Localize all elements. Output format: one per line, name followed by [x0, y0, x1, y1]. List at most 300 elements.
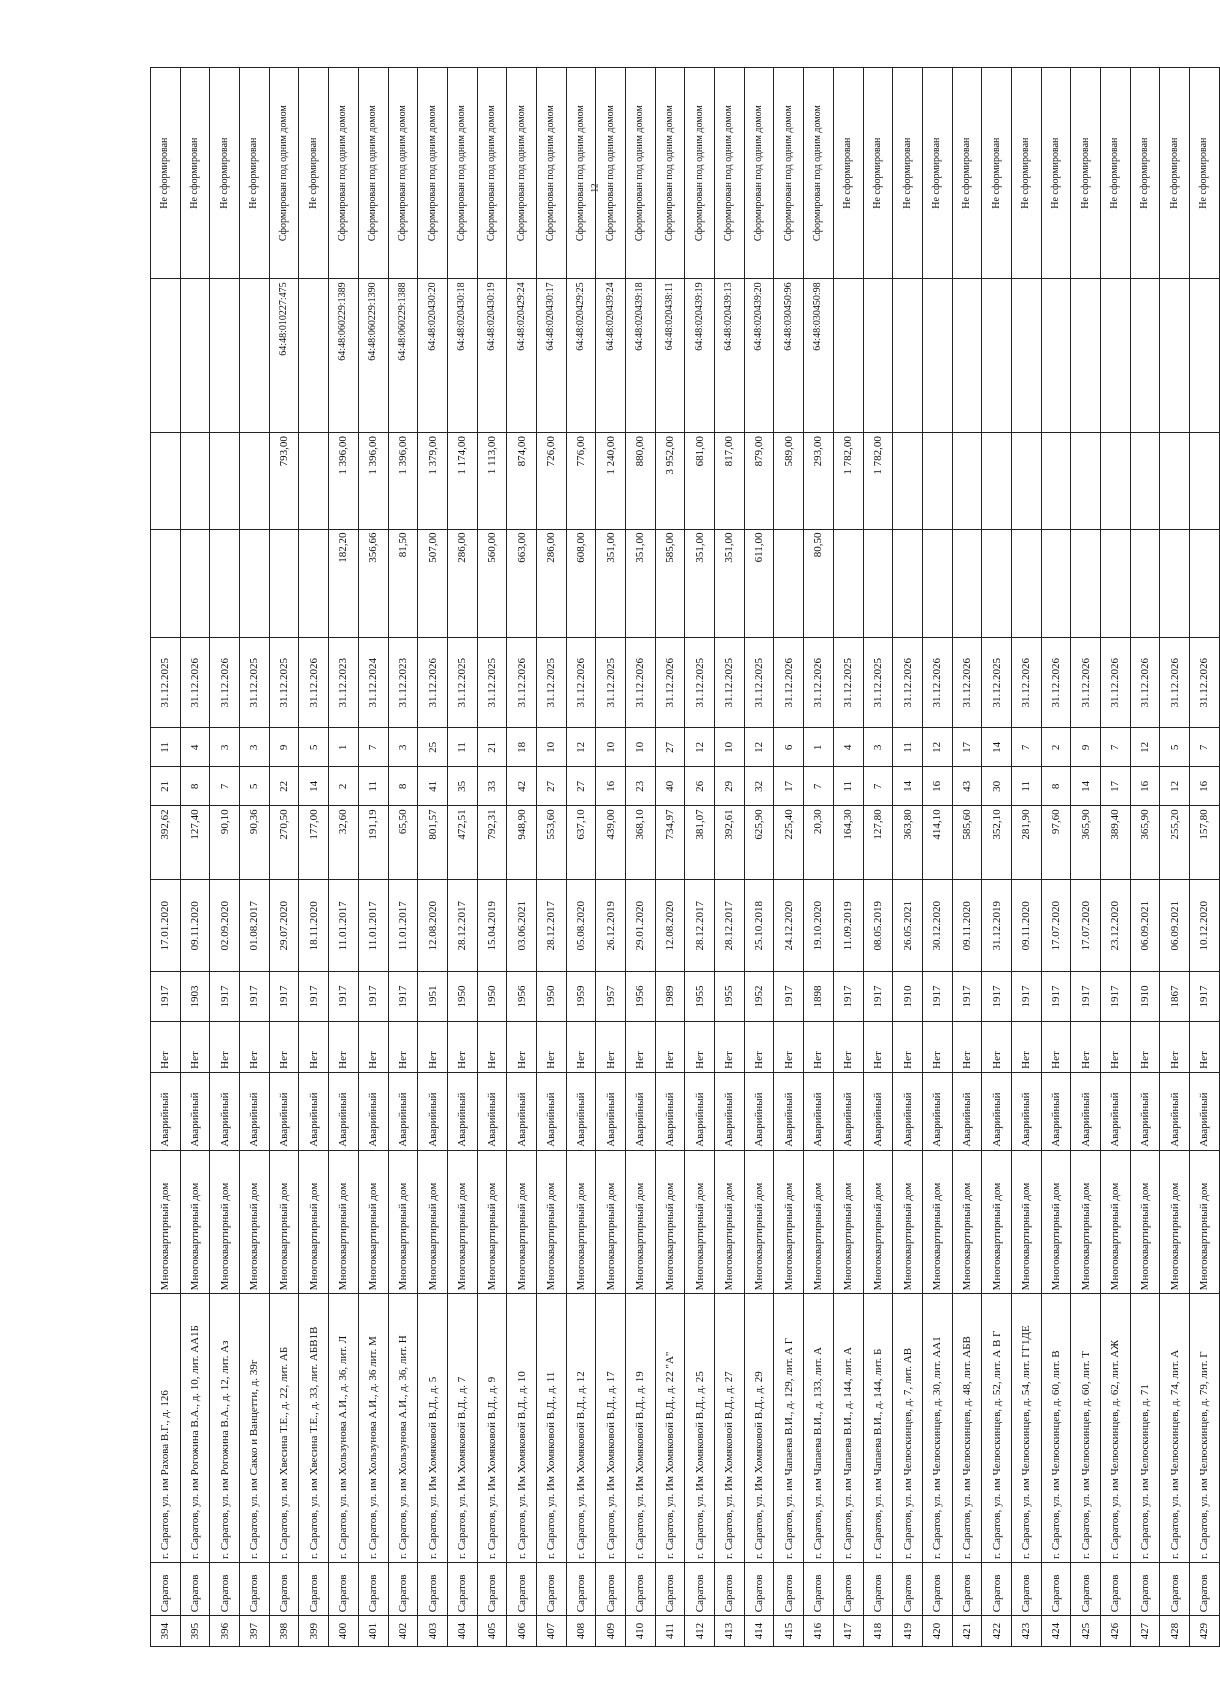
area-cell: 80,50: [804, 529, 834, 638]
build-year-cell: 1867: [1160, 972, 1190, 1021]
house-type-cell: Многоквартирный дом: [1130, 1150, 1160, 1294]
row-number: 404: [447, 1616, 477, 1647]
build-year-cell: 1917: [388, 972, 418, 1021]
house-type-cell: Многоквартирный дом: [863, 1150, 893, 1294]
land-area-cell: [151, 433, 181, 529]
area-cell: 611,00: [744, 529, 774, 638]
row-number: 416: [804, 1616, 834, 1647]
cultural-heritage-cell: Нет: [151, 1021, 181, 1072]
cultural-heritage-cell: Нет: [863, 1021, 893, 1072]
address-cell: г. Саратов, ул. им Челюскинцев, д. 60, лит. В: [1041, 1294, 1071, 1563]
build-year-cell: 1917: [329, 972, 359, 1021]
area-cell: 560,00: [477, 529, 507, 638]
total-area-cell: 365,90: [1071, 806, 1101, 880]
apartments-cell: 7: [1011, 728, 1041, 767]
deadline-cell: 31.12.2026: [1130, 638, 1160, 728]
cadastral-number-cell: [833, 279, 863, 433]
deadline-cell: 31.12.2026: [210, 638, 240, 728]
deadline-cell: 31.12.2026: [1041, 638, 1071, 728]
build-year-cell: 1917: [1011, 972, 1041, 1021]
city-cell: Саратов: [626, 1562, 656, 1615]
apartments-cell: 3: [210, 728, 240, 767]
deadline-cell: 31.12.2026: [1160, 638, 1190, 728]
table-row: [536, 68, 566, 1647]
table-row: [1011, 68, 1041, 1647]
cadastral-number-cell: [982, 279, 1012, 433]
land-status-cell: Сформирован под одним домом: [804, 68, 834, 279]
land-status-cell: Не сформирован: [1071, 68, 1101, 279]
address-cell: г. Саратов, ул. им Хвесина Т.Е., д. 22, лит. АБ: [269, 1294, 299, 1563]
city-cell: Саратов: [1190, 1562, 1220, 1615]
apartments-cell: 10: [715, 728, 745, 767]
cultural-heritage-cell: Нет: [180, 1021, 210, 1072]
build-year-cell: 1917: [1190, 972, 1220, 1021]
table-row: [893, 68, 923, 1647]
residents-cell: 17: [774, 767, 804, 806]
cadastral-number-cell: [1130, 279, 1160, 433]
house-type-cell: Многоквартирный дом: [566, 1150, 596, 1294]
city-cell: Саратов: [655, 1562, 685, 1615]
cadastral-number-cell: [1190, 279, 1220, 433]
build-year-cell: 1955: [715, 972, 745, 1021]
city-cell: Саратов: [863, 1562, 893, 1615]
house-type-cell: Многоквартирный дом: [744, 1150, 774, 1294]
recognition-date-cell: 09.11.2020: [180, 880, 210, 972]
deadline-cell: 31.12.2026: [893, 638, 923, 728]
deadline-cell: 31.12.2026: [774, 638, 804, 728]
total-area-cell: 177,00: [299, 806, 329, 880]
city-cell: Саратов: [952, 1562, 982, 1615]
cultural-heritage-cell: Нет: [744, 1021, 774, 1072]
cadastral-number-cell: 64:48:010227:475: [269, 279, 299, 433]
cultural-heritage-cell: Нет: [1071, 1021, 1101, 1072]
residents-cell: 21: [151, 767, 181, 806]
land-status-cell: Не сформирован: [151, 68, 181, 279]
recognition-date-cell: 26.05.2021: [893, 880, 923, 972]
cadastral-number-cell: 64:48:020430:18: [447, 279, 477, 433]
area-cell: 507,00: [418, 529, 448, 638]
land-status-cell: Сформирован под одним домом: [418, 68, 448, 279]
deadline-cell: 31.12.2023: [388, 638, 418, 728]
residents-cell: 11: [358, 767, 388, 806]
condition-cell: Аварийный: [329, 1072, 359, 1150]
area-cell: [1101, 529, 1131, 638]
address-cell: г. Саратов, ул. Им Хомяковой В.Д., д. 25: [685, 1294, 715, 1563]
cultural-heritage-cell: Нет: [1101, 1021, 1131, 1072]
cultural-heritage-cell: Нет: [299, 1021, 329, 1072]
condition-cell: Аварийный: [536, 1072, 566, 1150]
row-number: 396: [210, 1616, 240, 1647]
build-year-cell: 1955: [685, 972, 715, 1021]
condition-cell: Аварийный: [566, 1072, 596, 1150]
address-cell: г. Саратов, ул. Им Хомяковой В.Д., д. 22 "А": [655, 1294, 685, 1563]
recognition-date-cell: 08.05.2019: [863, 880, 893, 972]
row-number: 422: [982, 1616, 1012, 1647]
total-area-cell: 368,10: [626, 806, 656, 880]
address-cell: г. Саратов, ул. им Хользунова А.И., д. 36, лит. Н: [388, 1294, 418, 1563]
table-row: [388, 68, 418, 1647]
condition-cell: Аварийный: [388, 1072, 418, 1150]
land-status-cell: Не сформирован: [210, 68, 240, 279]
cadastral-number-cell: [151, 279, 181, 433]
apartments-cell: 27: [655, 728, 685, 767]
table-row: [1041, 68, 1071, 1647]
residents-cell: 16: [1130, 767, 1160, 806]
city-cell: Саратов: [982, 1562, 1012, 1615]
house-type-cell: Многоквартирный дом: [151, 1150, 181, 1294]
house-type-cell: Многоквартирный дом: [1190, 1150, 1220, 1294]
apartments-cell: 21: [477, 728, 507, 767]
land-area-cell: [1071, 433, 1101, 529]
table-row: [210, 68, 240, 1647]
house-type-cell: Многоквартирный дом: [655, 1150, 685, 1294]
address-cell: г. Саратов, ул. им Чапаева В.И., д. 129, лит. А Г: [774, 1294, 804, 1563]
residents-cell: 32: [744, 767, 774, 806]
city-cell: Саратов: [566, 1562, 596, 1615]
city-cell: Саратов: [447, 1562, 477, 1615]
build-year-cell: 1910: [1130, 972, 1160, 1021]
area-cell: [1190, 529, 1220, 638]
apartments-cell: 4: [833, 728, 863, 767]
city-cell: Саратов: [299, 1562, 329, 1615]
land-status-cell: Сформирован под одним домом: [566, 68, 596, 279]
house-type-cell: Многоквартирный дом: [240, 1150, 270, 1294]
apartments-cell: 3: [240, 728, 270, 767]
table-row: [180, 68, 210, 1647]
apartments-cell: 10: [536, 728, 566, 767]
cultural-heritage-cell: Нет: [715, 1021, 745, 1072]
house-type-cell: Многоквартирный дом: [269, 1150, 299, 1294]
row-number: 415: [774, 1616, 804, 1647]
condition-cell: Аварийный: [418, 1072, 448, 1150]
table-row: [566, 68, 596, 1647]
cultural-heritage-cell: Нет: [1041, 1021, 1071, 1072]
address-cell: г. Саратов, ул. им Чапаева В.И., д. 144, лит. Б: [863, 1294, 893, 1563]
deadline-cell: 31.12.2026: [1101, 638, 1131, 728]
land-status-cell: Не сформирован: [893, 68, 923, 279]
land-status-cell: Не сформирован: [180, 68, 210, 279]
condition-cell: Аварийный: [982, 1072, 1012, 1150]
cultural-heritage-cell: Нет: [447, 1021, 477, 1072]
condition-cell: Аварийный: [715, 1072, 745, 1150]
address-cell: г. Саратов, ул. им Челюскинцев, д. 48, лит. АБВ: [952, 1294, 982, 1563]
table-row: [1160, 68, 1190, 1647]
area-cell: [982, 529, 1012, 638]
address-cell: г. Саратов, ул. им Челюскинцев, д. 79, лит. Г: [1190, 1294, 1220, 1563]
build-year-cell: 1956: [626, 972, 656, 1021]
cultural-heritage-cell: Нет: [1160, 1021, 1190, 1072]
residents-cell: 17: [1101, 767, 1131, 806]
recognition-date-cell: 09.11.2020: [1011, 880, 1041, 972]
house-type-cell: Многоквартирный дом: [299, 1150, 329, 1294]
recognition-date-cell: 17.07.2020: [1071, 880, 1101, 972]
land-area-cell: 1 379,00: [418, 433, 448, 529]
city-cell: Саратов: [269, 1562, 299, 1615]
deadline-cell: 31.12.2026: [922, 638, 952, 728]
area-cell: 351,00: [626, 529, 656, 638]
deadline-cell: 31.12.2025: [447, 638, 477, 728]
city-cell: Саратов: [1011, 1562, 1041, 1615]
total-area-cell: 20,30: [804, 806, 834, 880]
build-year-cell: 1917: [210, 972, 240, 1021]
build-year-cell: 1952: [744, 972, 774, 1021]
total-area-cell: 792,31: [477, 806, 507, 880]
total-area-cell: 414,10: [922, 806, 952, 880]
cadastral-number-cell: 64:48:060229:1390: [358, 279, 388, 433]
city-cell: Саратов: [774, 1562, 804, 1615]
condition-cell: Аварийный: [151, 1072, 181, 1150]
recognition-date-cell: 11.01.2017: [388, 880, 418, 972]
house-type-cell: Многоквартирный дом: [1101, 1150, 1131, 1294]
table-row: [240, 68, 270, 1647]
deadline-cell: 31.12.2025: [477, 638, 507, 728]
residents-cell: 30: [982, 767, 1012, 806]
table-row: [626, 68, 656, 1647]
house-type-cell: Многоквартирный дом: [982, 1150, 1012, 1294]
address-cell: г. Саратов, ул. им Челюскинцев, д. 74, лит. А: [1160, 1294, 1190, 1563]
land-area-cell: 879,00: [744, 433, 774, 529]
cultural-heritage-cell: Нет: [833, 1021, 863, 1072]
row-number: 410: [626, 1616, 656, 1647]
residents-cell: 14: [1071, 767, 1101, 806]
area-cell: [299, 529, 329, 638]
build-year-cell: 1917: [358, 972, 388, 1021]
house-type-cell: Многоквартирный дом: [180, 1150, 210, 1294]
land-area-cell: [1130, 433, 1160, 529]
address-cell: г. Саратов, ул. Им Хомяковой В.Д., д. 27: [715, 1294, 745, 1563]
deadline-cell: 31.12.2026: [655, 638, 685, 728]
city-cell: Саратов: [804, 1562, 834, 1615]
residents-cell: 8: [180, 767, 210, 806]
row-number: 402: [388, 1616, 418, 1647]
build-year-cell: 1956: [507, 972, 537, 1021]
recognition-date-cell: 26.12.2019: [596, 880, 626, 972]
deadline-cell: 31.12.2026: [299, 638, 329, 728]
land-status-cell: Сформирован под одним домом: [685, 68, 715, 279]
address-cell: г. Саратов, ул. им Челюскинцев, д. 30, лит. АА1: [922, 1294, 952, 1563]
land-area-cell: [922, 433, 952, 529]
total-area-cell: 127,40: [180, 806, 210, 880]
deadline-cell: 31.12.2026: [418, 638, 448, 728]
house-type-cell: Многоквартирный дом: [596, 1150, 626, 1294]
land-status-cell: Сформирован под одним домом: [507, 68, 537, 279]
recognition-date-cell: 29.07.2020: [269, 880, 299, 972]
recognition-date-cell: 11.01.2017: [329, 880, 359, 972]
cadastral-number-cell: 64:48:060229:1388: [388, 279, 418, 433]
apartments-cell: 4: [180, 728, 210, 767]
land-status-cell: Не сформирован: [1101, 68, 1131, 279]
residents-cell: 26: [685, 767, 715, 806]
land-status-cell: Сформирован под одним домом: [329, 68, 359, 279]
recognition-date-cell: 06.09.2021: [1160, 880, 1190, 972]
cadastral-number-cell: [922, 279, 952, 433]
city-cell: Саратов: [418, 1562, 448, 1615]
land-status-cell: Не сформирован: [863, 68, 893, 279]
apartments-cell: 10: [596, 728, 626, 767]
cadastral-number-cell: [1011, 279, 1041, 433]
deadline-cell: 31.12.2026: [804, 638, 834, 728]
land-area-cell: 880,00: [626, 433, 656, 529]
land-status-cell: Не сформирован: [1011, 68, 1041, 279]
residents-cell: 29: [715, 767, 745, 806]
deadline-cell: 31.12.2025: [269, 638, 299, 728]
land-status-cell: Не сформирован: [922, 68, 952, 279]
address-cell: г. Саратов, ул. Им Хомяковой В.Д., д. 11: [536, 1294, 566, 1563]
build-year-cell: 1917: [1041, 972, 1071, 1021]
apartments-cell: 17: [952, 728, 982, 767]
land-area-cell: 793,00: [269, 433, 299, 529]
city-cell: Саратов: [715, 1562, 745, 1615]
recognition-date-cell: 01.08.2017: [240, 880, 270, 972]
row-number: 413: [715, 1616, 745, 1647]
address-cell: г. Саратов, ул. Им Хомяковой В.Д., д. 7: [447, 1294, 477, 1563]
residents-cell: 8: [1041, 767, 1071, 806]
table-row: [715, 68, 745, 1647]
cadastral-number-cell: 64:48:020429:25: [566, 279, 596, 433]
apartments-cell: 3: [863, 728, 893, 767]
land-area-cell: 293,00: [804, 433, 834, 529]
apartments-cell: 12: [566, 728, 596, 767]
condition-cell: Аварийный: [269, 1072, 299, 1150]
land-area-cell: 874,00: [507, 433, 537, 529]
area-cell: [1160, 529, 1190, 638]
land-area-cell: [1160, 433, 1190, 529]
address-cell: г. Саратов, ул. Им Хомяковой В.Д., д. 19: [626, 1294, 656, 1563]
table-row: [952, 68, 982, 1647]
row-number: 400: [329, 1616, 359, 1647]
condition-cell: Аварийный: [596, 1072, 626, 1150]
area-cell: 663,00: [507, 529, 537, 638]
cadastral-number-cell: 64:48:020430:20: [418, 279, 448, 433]
house-type-cell: Многоквартирный дом: [804, 1150, 834, 1294]
row-number: 403: [418, 1616, 448, 1647]
land-area-cell: 1 113,00: [477, 433, 507, 529]
row-number: 423: [1011, 1616, 1041, 1647]
build-year-cell: 1951: [418, 972, 448, 1021]
deadline-cell: 31.12.2026: [507, 638, 537, 728]
cadastral-number-cell: [1160, 279, 1190, 433]
residents-cell: 7: [863, 767, 893, 806]
residents-cell: 35: [447, 767, 477, 806]
address-cell: г. Саратов, ул. Им Хомяковой В.Д., д. 10: [507, 1294, 537, 1563]
land-status-cell: Сформирован под одним домом: [447, 68, 477, 279]
table-row: [744, 68, 774, 1647]
table-row: [685, 68, 715, 1647]
table-row: [358, 68, 388, 1647]
recognition-date-cell: 12.08.2020: [655, 880, 685, 972]
build-year-cell: 1957: [596, 972, 626, 1021]
house-type-cell: Многоквартирный дом: [1071, 1150, 1101, 1294]
table-row: [418, 68, 448, 1647]
recognition-date-cell: 31.12.2019: [982, 880, 1012, 972]
total-area-cell: 365,90: [1130, 806, 1160, 880]
land-status-cell: Сформирован под одним домом: [388, 68, 418, 279]
residents-cell: 27: [566, 767, 596, 806]
row-number: 397: [240, 1616, 270, 1647]
house-type-cell: Многоквартирный дом: [922, 1150, 952, 1294]
city-cell: Саратов: [1160, 1562, 1190, 1615]
address-cell: г. Саратов, ул. Им Хомяковой В.Д., д. 29: [744, 1294, 774, 1563]
cultural-heritage-cell: Нет: [922, 1021, 952, 1072]
build-year-cell: 1917: [299, 972, 329, 1021]
cultural-heritage-cell: Нет: [952, 1021, 982, 1072]
row-number: 412: [685, 1616, 715, 1647]
total-area-cell: 352,10: [982, 806, 1012, 880]
area-cell: [893, 529, 923, 638]
total-area-cell: 363,80: [893, 806, 923, 880]
total-area-cell: 90,10: [210, 806, 240, 880]
table-row: [863, 68, 893, 1647]
land-status-cell: Не сформирован: [833, 68, 863, 279]
total-area-cell: 734,97: [655, 806, 685, 880]
address-cell: г. Саратов, ул. им Челюскинцев, д. 7, лит. АВ: [893, 1294, 923, 1563]
row-number: 425: [1071, 1616, 1101, 1647]
apartments-cell: 9: [1071, 728, 1101, 767]
residents-cell: 22: [269, 767, 299, 806]
recognition-date-cell: 25.10.2018: [744, 880, 774, 972]
condition-cell: Аварийный: [952, 1072, 982, 1150]
land-area-cell: [893, 433, 923, 529]
apartments-cell: 5: [1160, 728, 1190, 767]
condition-cell: Аварийный: [744, 1072, 774, 1150]
cultural-heritage-cell: Нет: [1190, 1021, 1220, 1072]
condition-cell: Аварийный: [180, 1072, 210, 1150]
recognition-date-cell: 02.09.2020: [210, 880, 240, 972]
apartments-cell: 25: [418, 728, 448, 767]
area-cell: [774, 529, 804, 638]
condition-cell: Аварийный: [358, 1072, 388, 1150]
total-area-cell: 625,90: [744, 806, 774, 880]
area-cell: 351,00: [685, 529, 715, 638]
condition-cell: Аварийный: [1011, 1072, 1041, 1150]
table-row: [1101, 68, 1131, 1647]
area-cell: 286,00: [447, 529, 477, 638]
deadline-cell: 31.12.2025: [685, 638, 715, 728]
land-status-cell: Сформирован под одним домом: [477, 68, 507, 279]
build-year-cell: 1917: [1101, 972, 1131, 1021]
row-number: 414: [744, 1616, 774, 1647]
condition-cell: Аварийный: [477, 1072, 507, 1150]
cultural-heritage-cell: Нет: [774, 1021, 804, 1072]
cadastral-number-cell: [1071, 279, 1101, 433]
address-cell: г. Саратов, ул. им Рогожина В.А., д. 10, лит. АА1Б: [180, 1294, 210, 1563]
deadline-cell: 31.12.2026: [1190, 638, 1220, 728]
condition-cell: Аварийный: [655, 1072, 685, 1150]
row-number: 424: [1041, 1616, 1071, 1647]
city-cell: Саратов: [210, 1562, 240, 1615]
cultural-heritage-cell: Нет: [269, 1021, 299, 1072]
total-area-cell: 389,40: [1101, 806, 1131, 880]
build-year-cell: 1917: [833, 972, 863, 1021]
table-row: [1130, 68, 1160, 1647]
house-type-cell: Многоквартирный дом: [418, 1150, 448, 1294]
residents-cell: 16: [1190, 767, 1220, 806]
deadline-cell: 31.12.2025: [863, 638, 893, 728]
area-cell: [1071, 529, 1101, 638]
land-status-cell: Не сформирован: [1190, 68, 1220, 279]
build-year-cell: 1917: [269, 972, 299, 1021]
city-cell: Саратов: [1071, 1562, 1101, 1615]
land-area-cell: [1041, 433, 1071, 529]
land-status-cell: Сформирован под одним домом: [536, 68, 566, 279]
residents-cell: 8: [388, 767, 418, 806]
deadline-cell: 31.12.2025: [536, 638, 566, 728]
address-cell: г. Саратов, ул. им Челюскинцев, д. 71: [1130, 1294, 1160, 1563]
land-status-cell: Сформирован под одним домом: [774, 68, 804, 279]
apartments-cell: 1: [329, 728, 359, 767]
area-cell: 286,00: [536, 529, 566, 638]
cultural-heritage-cell: Нет: [1130, 1021, 1160, 1072]
